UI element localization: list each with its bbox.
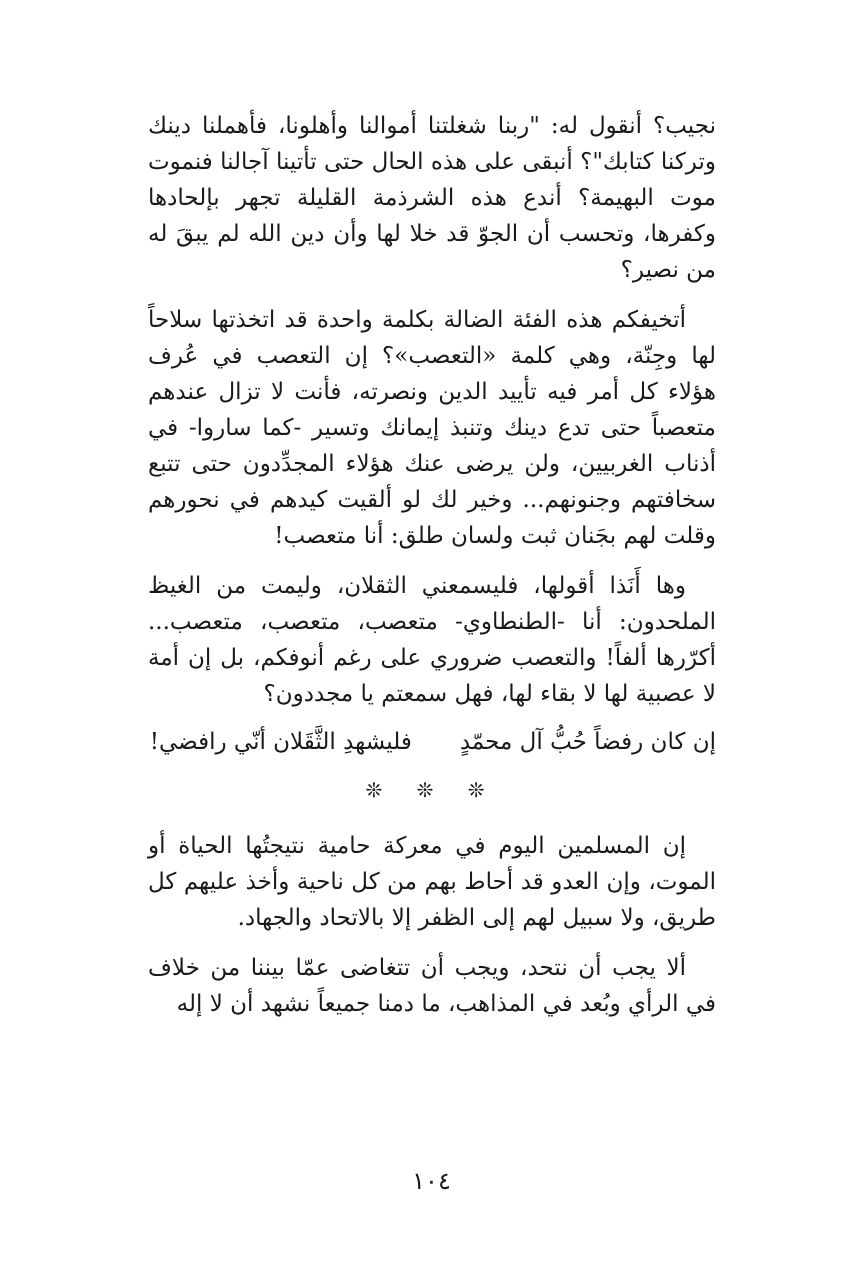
paragraph-text: نجيب؟ أنقول له: "ربنا شغلتنا أموالنا وأهلونا، فأهملنا دينك وتركنا كتابك"؟ أنبقى على هذه الحال حتى تأتينا آجالنا فنموت موت البهيمة؟ أندع هذه الشرذمة القليلة تجهر بإلحادها وكفرها، وتحسب أن الجوّ قد خلا لها وأن دين الله لم يبقَ له من نصير؟ — [148, 113, 716, 283]
page-number: ١٠٤ — [412, 1167, 451, 1195]
paragraph-text: ألا يجب أن نتحد، ويجب أن تتغاضى عمّا بيننا من خلاف في الرأي وبُعد في المذاهب، ما دمنا جميعاً نشهد أن لا إله — [148, 955, 716, 1017]
poetry-verse — [148, 724, 716, 760]
section-separator: ❊ ❊ ❊ — [365, 778, 499, 802]
verse-first-hemistich: إن كان رفضاً حُبُّ آل محمّدٍ — [459, 729, 716, 755]
paragraph — [148, 950, 716, 1022]
paragraph-text: وها أَنَذا أقولها، فليسمعني الثقلان، وليمت من الغيظ الملحدون: أنا -الطنطاوي- متعصب، متعصب، متعصب... أكرّرها ألفاً! والتعصب ضروري على رغم أنوفكم، بل إن أمة لا عصبية لها لا بقاء لها، فهل سمعتم يا مجددون؟ — [148, 573, 716, 707]
paragraph — [148, 302, 716, 554]
paragraph — [148, 108, 716, 288]
paragraph-text: إن المسلمين اليوم في معركة حامية نتيجتُها الحياة أو الموت، وإن العدو قد أحاط بهم من كل ناحية وأخذ عليهم كل طريق، ولا سبيل لهم إلى الظفر إلا بالاتحاد والجهاد. — [148, 833, 716, 931]
paragraph — [148, 828, 716, 936]
verse-second-hemistich: فليشهدِ الثَّقَلان أنّي رافضي! — [149, 729, 412, 755]
paragraph-text: أتخيفكم هذه الفئة الضالة بكلمة واحدة قد اتخذتها سلاحاً لها وجِنّة، وهي كلمة «التعصب»؟ إن التعصب في عُرف هؤلاء كل أمر فيه تأييد الدين ونصرته، فأنت لا تزال عندهم متعصباً حتى تدع دينك وتنبذ إيمانك وتسير -كما ساروا- في أذناب الغربيين، ولن يرضى عنك هؤلاء المجدِّدون حتى تتبع سخافتهم وجنونهم... وخير لك لو ألقيت كيدهم في نحورهم وقلت لهم بجَنان ثبت ولسان طلق: أنا متعصب! — [148, 307, 716, 549]
book-page-body — [148, 108, 716, 1022]
paragraph — [148, 568, 716, 712]
